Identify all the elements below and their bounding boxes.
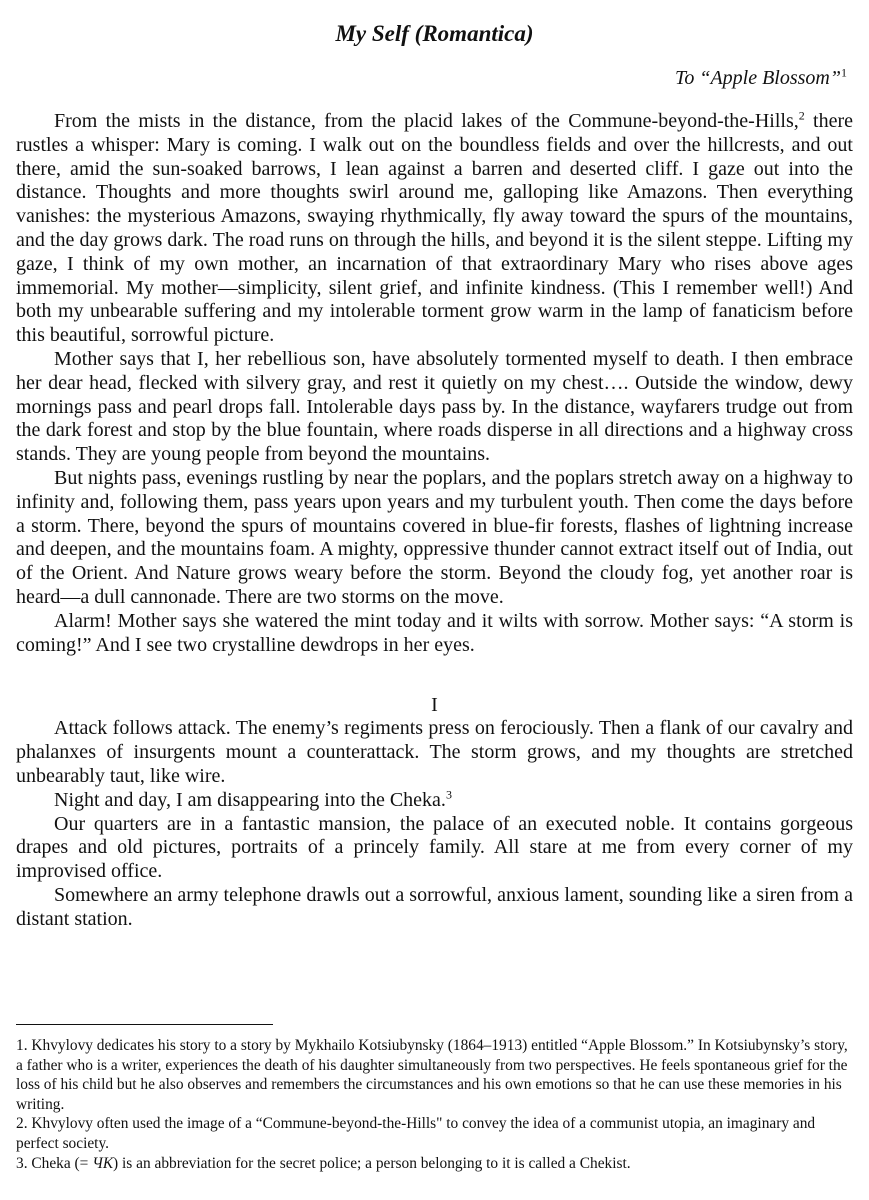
intro-paragraph-3 <box>16 467 853 610</box>
paragraph-text: Night and day, I am disappearing into the Cheka. <box>54 788 446 811</box>
footnote-divider <box>16 1024 273 1025</box>
footnote-1 <box>16 1036 853 1114</box>
dedication-line <box>16 64 847 92</box>
paragraph-text: Attack follows attack. The enemy’s regiments press on ferociously. Then a flank of our cavalry and phalanxes of insurgents mount a counterattack. The storm grows, and my thoughts are stretched unbearably taut, like wire. <box>16 717 853 787</box>
footnote-text: 3. Cheka (= <box>16 1154 93 1172</box>
footnote-ref-2: 2 <box>798 108 805 123</box>
footnote-text: 1. Khvylovy dedicates his story to a story by Mykhailo Kotsiubynsky (1864–1913) entitled “Apple Blossom.” In Kotsiubynsky’s story, a father who is a writer, experiences the death of his daughter simultaneously from two perspectives. He feels spontaneous grief for the loss of his child but he also observes and remembers the circumstances and his own emotions so that he can use these memories in his writing. <box>16 1037 848 1113</box>
paragraph-text: Mother says that I, her rebellious son, have absolutely tormented myself to death. I then embrace her dear head, flecked with silvery gray, and rest it quietly on my chest…. Outside the window, dewy mornings pass and pearl drops fall. Intolerable days pass by. In the distance, wayfarers trudge out from the dark forest and stop by the blue fountain, where roads disperse in all directions and a highway cross stands. They are young people from beyond the mountains. <box>16 347 853 466</box>
footnote-text: 2. Khvylovy often used the image of a “Commune-beyond-the-Hills" to convey the idea of a communist utopia, an imaginary and perfect society. <box>16 1115 816 1152</box>
paragraph-text: Alarm! Mother says she watered the mint today and it wilts with sorrow. Mother says: “A storm is coming!” And I see two crystalline dewdrops in her eyes. <box>16 609 853 656</box>
paragraph-text: Somewhere an army telephone drawls out a sorrowful, anxious lament, sounding like a siren from a distant station. <box>16 883 853 930</box>
dedication-text: To “Apple Blossom” <box>675 67 841 89</box>
footnote-italic-text: ЧК <box>92 1154 114 1172</box>
section-heading-i: I <box>431 694 438 717</box>
intro-paragraph-4 <box>16 610 853 658</box>
footnote-3 <box>16 1154 853 1174</box>
intro-paragraph-2 <box>16 348 853 467</box>
footnote-text-cont: ) is an abbreviation for the secret police; a person belonging to it is called a Chekist. <box>113 1154 631 1172</box>
paragraph-text-cont: there rustles a whisper: Mary is coming. I walk out on the boundless fields and over the hillcrests, and out there, amid the sun-soaked barrows, I lean against a barren and deserted cliff. I gaze out into the distance. Thoughts and more thoughts swirl around me, galloping like Amazons. Then everything vanishes: the mysterious Amazons, swaying rhythmically, fly away toward the spurs of the mountains, and the day grows dark. The road runs on through the hills, and beyond it is the silent steppe. Lifting my gaze, I think of my own mother, an incarnation of that extraordinary Mary who rises above ages immemorial. My mother—simplicity, silent grief, and infinite kindness. (This I remember well!) And both my unbearable suffering and my intolerable torment grow warm in the lamp of fanaticism before this beautiful, sorrowful picture. <box>16 110 853 347</box>
story-body <box>16 110 853 932</box>
paragraph-text: But nights pass, evenings rustling by near the poplars, and the poplars stretch away on a highway to infinity and, following them, pass years upon years and my turbulent youth. Then come the days before a storm. There, beyond the spurs of mountains covered in blue-fir forests, flashes of lightning increase and deepen, and the mountains foam. A mighty, oppressive thunder cannot extract itself out of India, out of the Orient. And Nature grows weary before the storm. Beyond the cloudy fog, yet another roar is heard—a dull cannonade. There are two storms on the move. <box>16 466 853 608</box>
footnote-ref-1: 1 <box>841 65 847 80</box>
section-paragraph-3 <box>16 813 853 884</box>
section-paragraph-1 <box>16 717 853 788</box>
footnotes <box>16 1036 853 1173</box>
intro-paragraph-1 <box>16 110 853 348</box>
paragraph-text: From the mists in the distance, from the placid lakes of the Commune-beyond-the-Hills, <box>54 110 799 132</box>
footnote-2 <box>16 1114 853 1153</box>
section-paragraph-2 <box>16 789 853 813</box>
story-title: My Self (Romantica) <box>335 21 534 46</box>
paragraph-text: Our quarters are in a fantastic mansion, the palace of an executed noble. It contains gorgeous drapes and old pictures, portraits of a princely family. All stare at me from every corner of my improvised office. <box>16 812 853 883</box>
footnote-ref-3: 3 <box>445 787 452 802</box>
section-paragraph-4 <box>16 884 853 932</box>
